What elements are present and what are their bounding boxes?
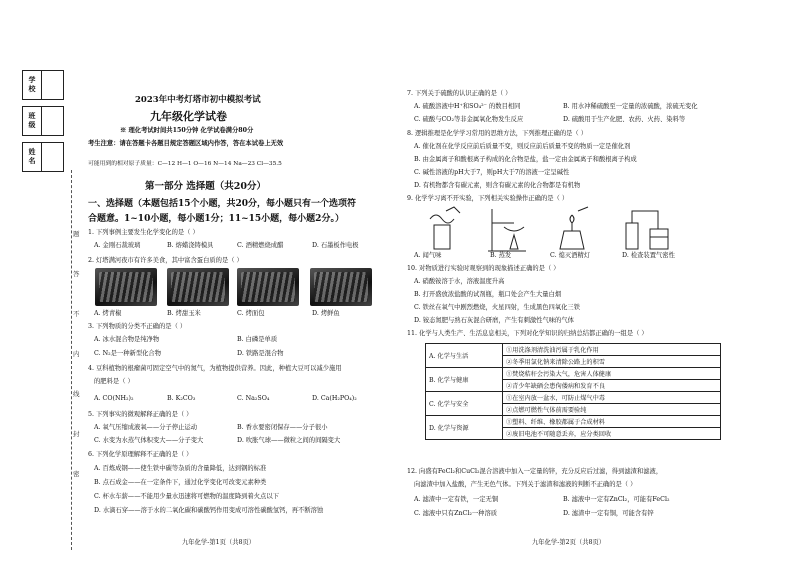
exam-note-1: ※ 理化考试时间共150分钟 化学试卷满分80分 [120, 127, 254, 134]
q1-option-c[interactable]: C. 酒精燃烧成醋 [237, 242, 284, 249]
binding-warning [73, 225, 83, 483]
q3-option-b[interactable]: B. 白磷是单质 [237, 336, 278, 343]
table-cell: ①在室内放一盆水，可防止煤气中毒 [503, 392, 721, 404]
binding-line [71, 170, 72, 550]
part1-title: 第一部分 选择题（共20分） [145, 181, 267, 192]
q9-option-c[interactable]: C. 熄灭酒精灯 [550, 252, 591, 259]
q8-option-b[interactable]: B. 由金属离子和酸根离子构成的化合物是盐，盐一定由金属离子和酸根离子构成 [414, 156, 637, 163]
table-cell: ②青少年缺硒会患佝偻病和发育不良 [503, 380, 721, 392]
corn-image [167, 268, 229, 306]
q10-option-a[interactable]: A. 硝酸铵溶于水，溶液温度升高 [414, 278, 505, 285]
q3-option-a[interactable]: A. 冰水混合物是纯净物 [94, 336, 160, 343]
question-5: 5. 下列事实的微观解释正确的是（ ） [88, 411, 193, 418]
table-row[interactable] [426, 416, 721, 428]
table-cell-category: A. 化学与生活 [426, 344, 503, 368]
q2-option-c[interactable]: C. 烤面包 [237, 310, 265, 317]
q5-option-b[interactable]: B. 香水要密闭保存——分子很小 [237, 424, 328, 431]
binding-strip [18, 70, 68, 554]
table-cell: ①焚烧秸秆会污染大气，危害人体健康 [503, 368, 721, 380]
table-row[interactable] [426, 344, 721, 356]
q2-option-b[interactable]: B. 烤甜玉米 [167, 310, 201, 317]
extinguish-lamp-illustration [548, 205, 598, 253]
table-cell-category: C. 化学与安全 [426, 392, 503, 416]
airtightness-illustration [618, 205, 678, 253]
question-4-line-2: 的肥料是（ ） [94, 378, 134, 385]
warn-char: 不 [73, 310, 80, 318]
q1-option-b[interactable]: B. 熔蜡浇铸模具 [167, 242, 214, 249]
q3-option-d[interactable]: D. 铁路是混合物 [237, 350, 284, 357]
q5-option-c[interactable]: C. 水变为水蒸气体积变大——分子变大 [94, 437, 204, 444]
q7-option-b[interactable]: B. 用水冲稀硫酸至一定量的浓硫酸，浓硫无变化 [563, 103, 698, 110]
q10-option-d[interactable]: D. 铵态氮肥与熟石灰混合研磨，产生有刺激性气味的气体 [414, 317, 574, 324]
class-field-box[interactable] [22, 106, 64, 136]
q9-option-a[interactable]: A. 闻气味 [414, 252, 442, 259]
green-pepper-image [95, 268, 157, 306]
table-row[interactable] [426, 368, 721, 380]
q7-option-d[interactable]: D. 硫酸用于生产化肥、农药、火药、染料等 [563, 116, 686, 123]
q12-option-d[interactable]: D. 滤渣中一定有铜，可能含有锌 [563, 510, 654, 517]
smell-gas-illustration [420, 205, 470, 253]
evaporation-illustration [484, 205, 534, 253]
part1-intro-2: 合题意。1~10小题，每小题1分；11~15小题，每小题2分。） [88, 214, 344, 224]
table-cell-category: D. 化学与资源 [426, 416, 503, 440]
fish-image [310, 268, 372, 306]
question-12-line-2: 向滤渣中加入盐酸，产生无色气体。下列关于滤渣和滤液的判断不正确的是（ ） [414, 481, 637, 488]
q5-option-d[interactable]: D. 吹胀气球——微粒之间的间隔变大 [237, 437, 341, 444]
name-label: 姓名 [23, 143, 42, 171]
warn-char: 答 [73, 270, 80, 278]
question-10: 10. 对物质进行实验时观察到的现象描述正确的是（ ） [407, 265, 560, 272]
page-footer-left: 九年化学-第1页（共8页） [182, 539, 256, 546]
table-row[interactable] [426, 392, 721, 404]
q12-option-a[interactable]: A. 滤渣中一定有铁，一定无铜 [414, 496, 499, 503]
table-cell: ①用洗涤剂清洗油污属于乳化作用 [503, 344, 721, 356]
warn-char: 内 [73, 350, 80, 358]
question-2: 2. 灯塔满河夜市有许多美食，其中富含蛋白质的是（ ） [88, 257, 243, 264]
exam-title: 2023年中考灯塔市初中模拟考试 [135, 95, 261, 105]
q1-option-a[interactable]: A. 金刚石裁玻璃 [94, 242, 141, 249]
q4-option-a[interactable]: A. CO(NH₂)₂ [94, 395, 134, 402]
bread-image [237, 268, 299, 306]
q3-option-c[interactable]: C. N₂是一种新型化合物 [94, 350, 162, 357]
table-cell: ②点燃可燃性气体前需要验纯 [503, 404, 721, 416]
question-3: 3. 下列物质的分类不正确的是（ ） [88, 323, 187, 330]
school-field-box[interactable] [22, 70, 64, 100]
q9-option-d[interactable]: D. 检查装置气密性 [622, 252, 675, 259]
part1-intro-1: 一、选择题（本题包括15个小题，共20分，每小题只有一个选项符 [88, 199, 357, 209]
q6-option-b[interactable]: B. 点石成金——在一定条件下，通过化学变化可改变元素种类 [94, 479, 267, 486]
q8-option-d[interactable]: D. 有机物都含有碳元素，则含有碳元素的化合物都是有机物 [414, 182, 581, 189]
q12-option-c[interactable]: C. 滤液中只有ZnCl₂一种溶质 [414, 510, 498, 517]
class-label: 班级 [23, 107, 42, 135]
q6-option-a[interactable]: A. 百炼成钢——使生铁中碳等杂质的含量降低，达到钢的标准 [94, 465, 267, 472]
q4-option-d[interactable]: D. Ca(H₂PO₄)₂ [312, 395, 357, 402]
school-label: 学校 [23, 71, 42, 99]
warn-char: 题 [73, 230, 80, 238]
exam-note-2: 考生注意：请在答题卡各题目规定答题区域内作答，答在本试卷上无效 [88, 140, 284, 147]
q12-option-b[interactable]: B. 滤液中一定有ZnCl₂，可能有FeCl₂ [563, 496, 670, 503]
question-12-line-1: 12. 向盛有FeCl₂和CuCl₂混合溶液中加入一定量的锌，充分反应后过滤，得到滤渣和滤液， [407, 468, 663, 475]
q4-option-b[interactable]: B. K₂CO₃ [167, 395, 196, 402]
question-8: 8. 逻辑推理是化学学习常用的思维方法，下列推理正确的是（ ） [407, 130, 588, 137]
q7-option-c[interactable]: C. 硫酸与CO₂等非金属氧化物发生反应 [414, 116, 524, 123]
table-cell: ②冬季用氯化钠来清除公路上的积雪 [503, 356, 721, 368]
warn-char: 线 [73, 390, 80, 398]
question-7: 7. 下列关于硫酸的认识正确的是（ ） [407, 90, 512, 97]
name-field-box[interactable] [22, 142, 64, 172]
q4-option-c[interactable]: C. Na₂SO₄ [237, 395, 270, 402]
table-cell-category: B. 化学与健康 [426, 368, 503, 392]
question-9: 9. 化学学习离不开实验，下列相关实验操作正确的是（ ） [407, 195, 569, 202]
question-1: 1. 下列事例主要发生化学变化的是（ ） [88, 229, 199, 236]
question-11: 11. 化学与人类生产、生活息息相关，下列对化学知识的归纳总结都正确的一组是（ ） [407, 330, 648, 337]
atomic-masses: 可能用到的相对原子质量：C—12 H—1 O—16 N—14 Na—23 Cl—35.5 [88, 161, 282, 167]
q6-option-c[interactable]: C. 杯水车薪——不能用少量水迅速将可燃物的温度降到着火点以下 [94, 493, 279, 500]
q8-option-a[interactable]: A. 催化剂在化学反应前后质量不变，则反应前后质量不变的物质一定是催化剂 [414, 143, 631, 150]
paper-title: 九年级化学试卷 [150, 110, 227, 123]
table-cell: ①塑料、纤维、橡胶都属于合成材料 [503, 416, 721, 428]
q7-option-a[interactable]: A. 硫酸溶液中H⁺和SO₄²⁻ 的数目相同 [414, 103, 521, 110]
q10-option-c[interactable]: C. 铁丝在氧气中剧烈燃烧，火星四射，生成黑色四氧化三铁 [414, 304, 581, 311]
q8-option-c[interactable]: C. 碱性溶液的pH大于7，则pH大于7的溶液一定呈碱性 [414, 169, 570, 176]
q5-option-a[interactable]: A. 氧气压缩成液氧——分子停止运动 [94, 424, 198, 431]
question-4-line-1: 4. 豆科植物的根瘤菌可固定空气中的氮气，为植物提供营养。因此，种植大豆可以减少施用 [88, 365, 342, 372]
q1-option-d[interactable]: D. 石墨板作电极 [312, 242, 359, 249]
q11-table [425, 343, 721, 440]
warn-char: 密 [73, 470, 80, 478]
page-footer-right: 九年化学-第2页（共8页） [532, 539, 606, 546]
q2-option-d[interactable]: D. 烤鲜鱼 [312, 310, 340, 317]
warn-char: 封 [73, 430, 80, 438]
question-6: 6. 下列化学原理解释不正确的是（ ） [88, 451, 193, 458]
q9-option-b[interactable]: B. 蒸发 [490, 252, 512, 259]
q10-option-b[interactable]: B. 打开盛放浓盐酸的试剂瓶，瓶口处会产生大量白烟 [414, 291, 562, 298]
q2-option-a[interactable]: A. 烤青椒 [94, 310, 122, 317]
q6-option-d[interactable]: D. 水滴石穿——溶于水的二氧化碳和碳酸钙作用变成可溶性碳酸氢钙，再不断溶蚀 [94, 507, 324, 514]
table-cell: ②废旧电池不可随意丢弃，应分类回收 [503, 428, 721, 440]
